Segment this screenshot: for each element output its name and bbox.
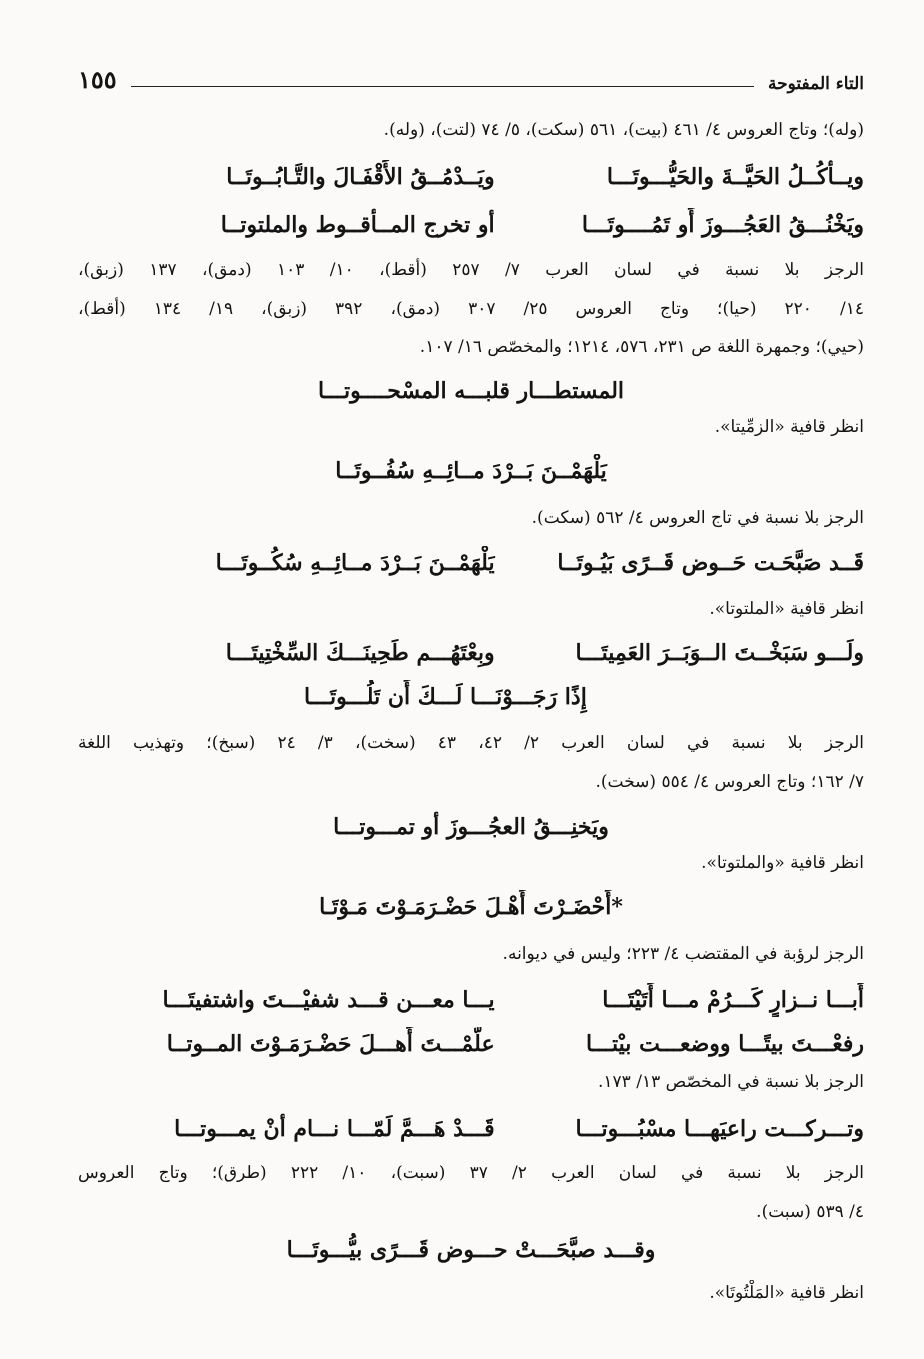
verse-first-hemistich: ولَـــو سَبَخْــتَ الــوَبَــرَ العَمِيتَـــا bbox=[575, 640, 864, 666]
cross-reference: انظر قافية «الملتوتا». bbox=[709, 599, 864, 619]
verse-second-hemistich: وبِعْتَهُـــم طَحِينَـــكَ السِّخْتِيتَـــا bbox=[225, 640, 495, 666]
verse-line bbox=[78, 1112, 864, 1146]
verse-first-hemistich: ويَخْنُـــقُ العَجُـــوزَ أَو تَمُــــوتَـــا bbox=[581, 212, 864, 238]
verse-second-hemistich: أو تخرج المــأقــوط والملتوتــا bbox=[220, 212, 495, 238]
note-line: (حيي)؛ وجمهرة اللغة ص ٢٣١، ٥٧٦، ١٢١٤؛ والمخصّص ١٦/ ١٠٧. bbox=[419, 337, 864, 357]
verse-line bbox=[78, 546, 864, 580]
note-line: (وله)؛ وتاج العروس ٤/ ٤٦١ (بيت)، ٥٦١ (سكت)، ٥/ ٧٤ (لتت)، (وله). bbox=[383, 120, 864, 140]
verse-line: إِذًا رَجَـــوْنَـــا لَـــكَ أَن تَلُـــوتَـــا bbox=[303, 684, 587, 710]
verse-first-hemistich: أَبـــا نــزارٍ كَـــرُمْ مـــا أَتَيْتَـــا bbox=[602, 987, 864, 1013]
note-line: ٧/ ١٦٢؛ وتاج العروس ٤/ ٥٥٤ (سخت). bbox=[595, 772, 864, 792]
verse-second-hemistich: ويَــدْمُــقُ الأَقْفَـالَ والتَّـابُــوتَــا bbox=[226, 164, 495, 190]
cross-reference: انظر قافية «والملتوتا». bbox=[701, 853, 864, 873]
running-title: التاء المفتوحة bbox=[768, 74, 864, 94]
verse-line: وقـــد صبَّحَـــتْ حـــوض قَـــرًى بيُّـــوتَـــا bbox=[286, 1237, 656, 1263]
verse-first-hemistich: رفعْـــتَ بيتًـــا ووضعـــت بيْتـــا bbox=[585, 1031, 864, 1057]
page-header bbox=[78, 60, 864, 94]
verse-line bbox=[78, 636, 864, 670]
verse-first-hemistich: وتـــركـــت راعيَهـــا مسْبُـــوتـــا bbox=[575, 1116, 864, 1142]
verse-line: ويَخنِـــقُ العجُـــوزَ أو تمـــوتـــا bbox=[333, 814, 609, 840]
header-rule bbox=[131, 86, 754, 87]
verse-line bbox=[78, 983, 864, 1017]
cross-reference: انظر قافية «الزمِّيتا». bbox=[714, 417, 864, 437]
page-number: ١٥٥ bbox=[78, 65, 117, 94]
verse-second-hemistich: يَلْهَمْــنَ بَــرْدَ مــائِــهِ سُكُــوتَـــا bbox=[215, 550, 495, 576]
verse-line: يَلْهَمْــنَ بَــرْدَ مــائِــهِ سُفُــوتَــا bbox=[335, 458, 607, 484]
note-line: الرجز بلا نسبة في تاج العروس ٤/ ٥٦٢ (سكت). bbox=[531, 508, 864, 528]
note-line: الرجز بلا نسبة في لسان العرب ٢/ ٣٧ (سبت)، ١٠/ ٢٢٢ (طرق)؛ وتاج العروس bbox=[78, 1163, 864, 1183]
note-line: ٤/ ٥٣٩ (سبت). bbox=[756, 1202, 864, 1222]
verse-line bbox=[78, 208, 864, 242]
cross-reference: انظر قافية «المَلْتُوتَا». bbox=[709, 1283, 864, 1303]
verse-first-hemistich: ويــأْكُــلُ الحَيَّــةَ والحَيُّـــوتَـــا bbox=[606, 164, 864, 190]
verse-second-hemistich: علَّمْـــتَ أَهـــلَ حَضْـرَمَـوْتَ المــوتــا bbox=[166, 1031, 495, 1057]
verse-line: *أَحْضَـرْتَ أَهْـلَ حَضْـرَمَـوْتَ مَـوْتَـا bbox=[319, 894, 623, 920]
verse-line bbox=[78, 1027, 864, 1061]
verse-first-hemistich: قَــد صَبَّحَـت حَــوض قَــرًى بَيُـوتَــا bbox=[557, 550, 864, 576]
note-line: الرجز بلا نسبة في لسان العرب ٧/ ٢٥٧ (أقط)، ١٠/ ١٠٣ (دمق)، ١٣٧ (زبق)، bbox=[78, 260, 864, 280]
verse-second-hemistich: قَـــدْ هَـــمَّ لَمّـــا نـــام أنْ يمـــوتـــا bbox=[174, 1116, 495, 1142]
verse-line bbox=[78, 160, 864, 194]
note-line: الرجز لرؤبة في المقتضب ٤/ ٢٢٣؛ وليس في ديوانه. bbox=[502, 944, 864, 964]
note-line: الرجز بلا نسبة في لسان العرب ٢/ ٤٢، ٤٣ (سخت)، ٣/ ٢٤ (سبخ)؛ وتهذيب اللغة bbox=[78, 733, 864, 753]
verse-line: المستطـــار قلبـــه المسْحــــوتـــا bbox=[317, 378, 625, 404]
note-line: ١٤/ ٢٢٠ (حيا)؛ وتاج العروس ٢٥/ ٣٠٧ (دمق)، ٣٩٢ (زبق)، ١٩/ ١٣٤ (أقط)، bbox=[78, 299, 864, 319]
verse-second-hemistich: يـــا معـــن قـــد شفيْـــتَ واشتفيتَـــا bbox=[162, 987, 495, 1013]
note-line: الرجز بلا نسبة في المخصّص ١٣/ ١٧٣. bbox=[598, 1072, 864, 1092]
